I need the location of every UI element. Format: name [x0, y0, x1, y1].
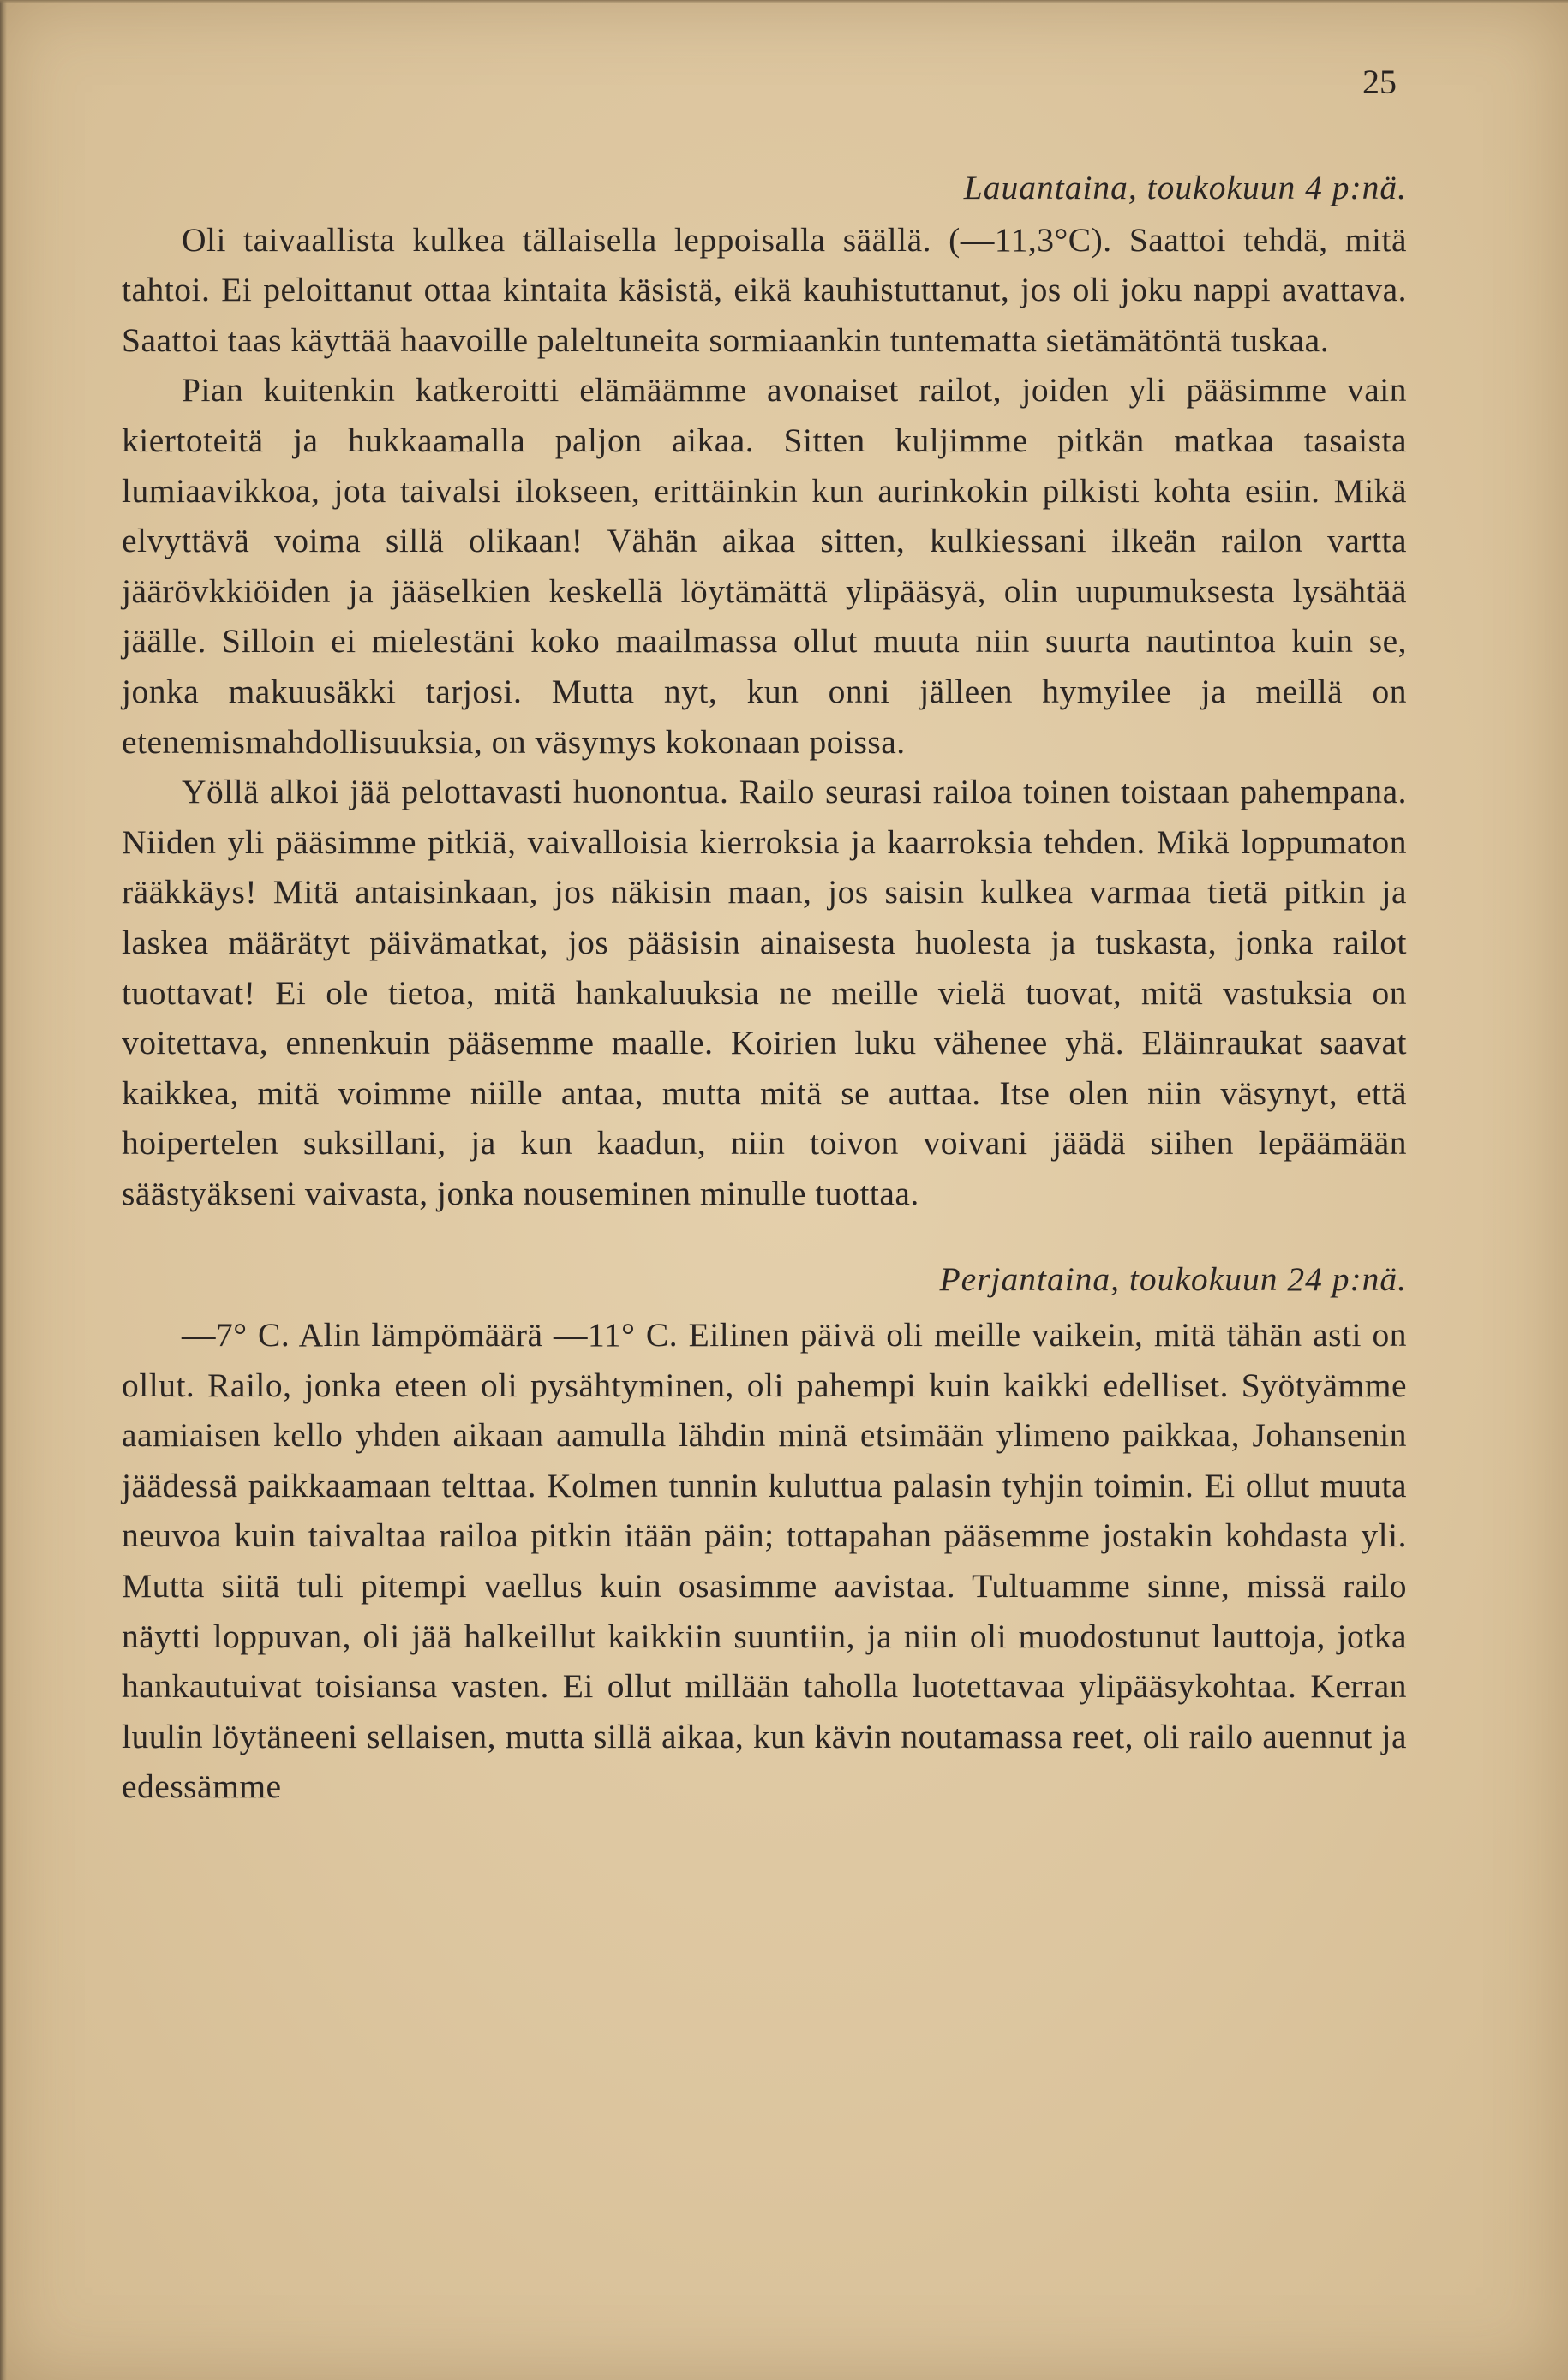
- entry-dateline-1: Lauantaina, toukokuun 4 p:nä.: [963, 169, 1407, 206]
- page-number: 25: [1362, 63, 1397, 101]
- entry-1-paragraph-3: Yöllä alkoi jää pelottavasti huonontua. Railo seurasi railoa toinen toistaan pahempana. Niiden yli pääsimme pitkiä, vaivalloisia kierroksia ja kaarroksia tehden. Mikä loppumaton rääkkäys! Mitä antaisinkaan, jos näkisin maan, jos saisin kulkea varmaa tietä pitkin ja laskea määrätyt päivämatkat, jos pääsisin ainaisesta huolesta ja tuskasta, jonka railot tuottavat! Ei ole tietoa, mitä hankaluuksia ne meille vielä tuovat, mitä vastuksia on voitettava, ennenkuin pääsemme maalle. Koirien luku vähenee yhä. Eläinraukat saavat kaikkea, mitä voimme niille antaa, mutta mitä se auttaa. Itse olen niin väsynyt, että hoipertelen suksillani, ja kun kaadun, niin toivon voivani jäädä siihen lepäämään säästyäkseni vaivasta, jonka nouseminen minulle tuottaa.: [122, 773, 1407, 1212]
- page-top-edge-shadow: [0, 0, 1568, 3]
- entry-dateline-2: Perjantaina, toukokuun 24 p:nä.: [939, 1260, 1407, 1299]
- page-left-edge-shadow: [0, 0, 7, 2380]
- entry-1-paragraph-1: Oli taivaallista kulkea tällaisella leppoisalla säällä. (—11,3°C). Saattoi tehdä, mitä tahtoi. Ei peloittanut ottaa kintaita käsistä, eikä kauhistuttanut, jos oli joku nappi avattava. Saattoi taas käyttää haavoille paleltuneita sormiaankin tuntematta sietämätöntä tuskaa.: [122, 220, 1407, 359]
- entry-1-paragraph-2: Pian kuitenkin katkeroitti elämäämme avonaiset railot, joiden yli pääsimme vain kiertoteitä ja hukkaamalla paljon aikaa. Sitten kuljimme pitkän matkaa tasaista lumiaavikkoa, jota taivalsi ilokseen, erittäinkin kun aurinkokin pilkisti kohta esiin. Mikä elvyttävä voima sillä olikaan! Vähän aikaa sitten, kulkiessani ilkeän railon vartta jäärövkkiöiden ja jääselkien keskellä löytämättä ylipääsyä, olin uupumuksesta lysähtää jäälle. Silloin ei mielestäni koko maailmassa ollut muuta niin suurta nautintoa kuin se, jonka makuusäkki tarjosi. Mutta nyt, kun onni jälleen hymyilee ja meillä on etenemismahdollisuuksia, on väsymys kokonaan poissa.: [122, 371, 1407, 761]
- page-body: [122, 163, 1407, 1812]
- entry-2-paragraph-1: —7° C. Alin lämpömäärä —11° C. Eilinen päivä oli meille vaikein, mitä tähän asti on ollut. Railo, jonka eteen oli pysähtyminen, oli pahempi kuin kaikki edelliset. Syötyämme aamiaisen kello yhden aikaan aamulla lähdin minä etsimään ylimeno paikkaa, Johansenin jäädessä paikkaamaan telttaa. Kolmen tunnin kuluttua palasin tyhjin toimin. Ei ollut muuta neuvoa kuin taivaltaa railoa pitkin itään päin; tottapahan pääsemme jostakin kohdasta yli. Mutta siitä tuli pitempi vaellus kuin osasimme aavistaa. Tultuamme sinne, missä railo näytti loppuvan, oli jää halkeillut kaikkiin suuntiin, ja niin oli muodostunut lauttoja, jotka hankautuivat toisiansa vasten. Ei ollut millään taholla luotettavaa ylipääsykohtaa. Kerran luulin löytäneeni sellaisen, mutta sillä aikaa, kun kävin noutamassa reet, oli railo auennut ja edessämme: [122, 1316, 1407, 1806]
